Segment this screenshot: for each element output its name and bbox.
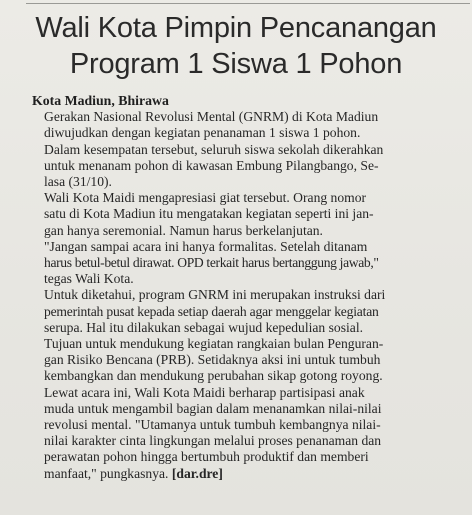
text-line: nilai karakter cinta lingkungan melalui proses penanaman dan <box>44 433 382 449</box>
paragraph-5 <box>32 336 464 385</box>
paragraph-6 <box>32 385 464 482</box>
text-line: perawatan pohon hingga bertumbuh produktif dan memberi <box>44 449 369 465</box>
text-line: Lewat acara ini, Wali Kota Maidi berharap partisipasi anak <box>44 384 365 400</box>
author-signoff: [dar.dre] <box>171 465 223 481</box>
headline-line-2: Program 1 Siswa 1 Pohon <box>69 48 403 80</box>
text-line: tegas Wali Kota. <box>44 271 134 287</box>
text-line: "Jangan sampai acara ini hanya formalitas. Setelah ditanam <box>44 238 368 254</box>
text-line: Untuk diketahui, program GNRM ini merupakan instruksi dari <box>44 287 386 303</box>
text-line: kembangkan dan mendukung perubahan sikap gotong royong. <box>44 368 383 384</box>
text-line-last <box>32 466 464 482</box>
paragraph-1 <box>32 109 464 190</box>
dateline: Kota Madiun, Bhirawa <box>32 93 169 108</box>
article-body <box>32 93 464 482</box>
text-line: diwujudkan dengan kegiatan penanaman 1 siswa 1 pohon. <box>44 125 361 141</box>
text-line: Gerakan Nasional Revolusi Mental (GNRM) di Kota Madiun <box>44 109 379 125</box>
text-line: harus betul-betul dirawat. OPD terkait harus bertanggung jawab," <box>44 255 379 271</box>
headline-line-1: Wali Kota Pimpin Pencanangan <box>35 12 437 44</box>
text-line: serupa. Hal itu dilakukan sebagai wujud kepedulian sosial. <box>44 319 363 335</box>
text-line: Tujuan untuk mendukung kegiatan rangkaian bulan Penguran- <box>44 336 384 352</box>
paragraph-2 <box>32 190 464 239</box>
text-line: muda untuk mengambil bagian dalam menanamkan nilai-nilai <box>44 400 382 416</box>
text-line: Dalam kesempatan tersebut, seluruh siswa sekolah dikerahkan <box>44 141 384 157</box>
paragraph-4 <box>32 287 464 336</box>
text-line: untuk menanam pohon di kawasan Embung Pilangbango, Se- <box>44 157 379 173</box>
text-line: gan hanya seremonial. Namun harus berkelanjutan. <box>44 222 323 238</box>
text-line: satu di Kota Madiun itu mengatakan kegiatan seperti ini jan- <box>44 206 374 222</box>
closing-text: manfaat," pungkasnya. <box>44 465 169 481</box>
headline <box>0 10 472 82</box>
text-line: revolusi mental. "Utamanya untuk tumbuh kembangnya nilai- <box>44 417 381 433</box>
text-line: lasa (31/10). <box>44 174 112 190</box>
text-line: gan Risiko Bencana (PRB). Setidaknya aksi ini untuk tumbuh <box>44 352 381 368</box>
text-line: pemerintah pusat kepada setiap daerah agar menggelar kegiatan <box>44 303 379 319</box>
paragraph-3 <box>32 239 464 288</box>
text-line: Wali Kota Maidi mengapresiasi giat tersebut. Orang nomor <box>44 190 367 206</box>
top-rule <box>26 3 470 4</box>
